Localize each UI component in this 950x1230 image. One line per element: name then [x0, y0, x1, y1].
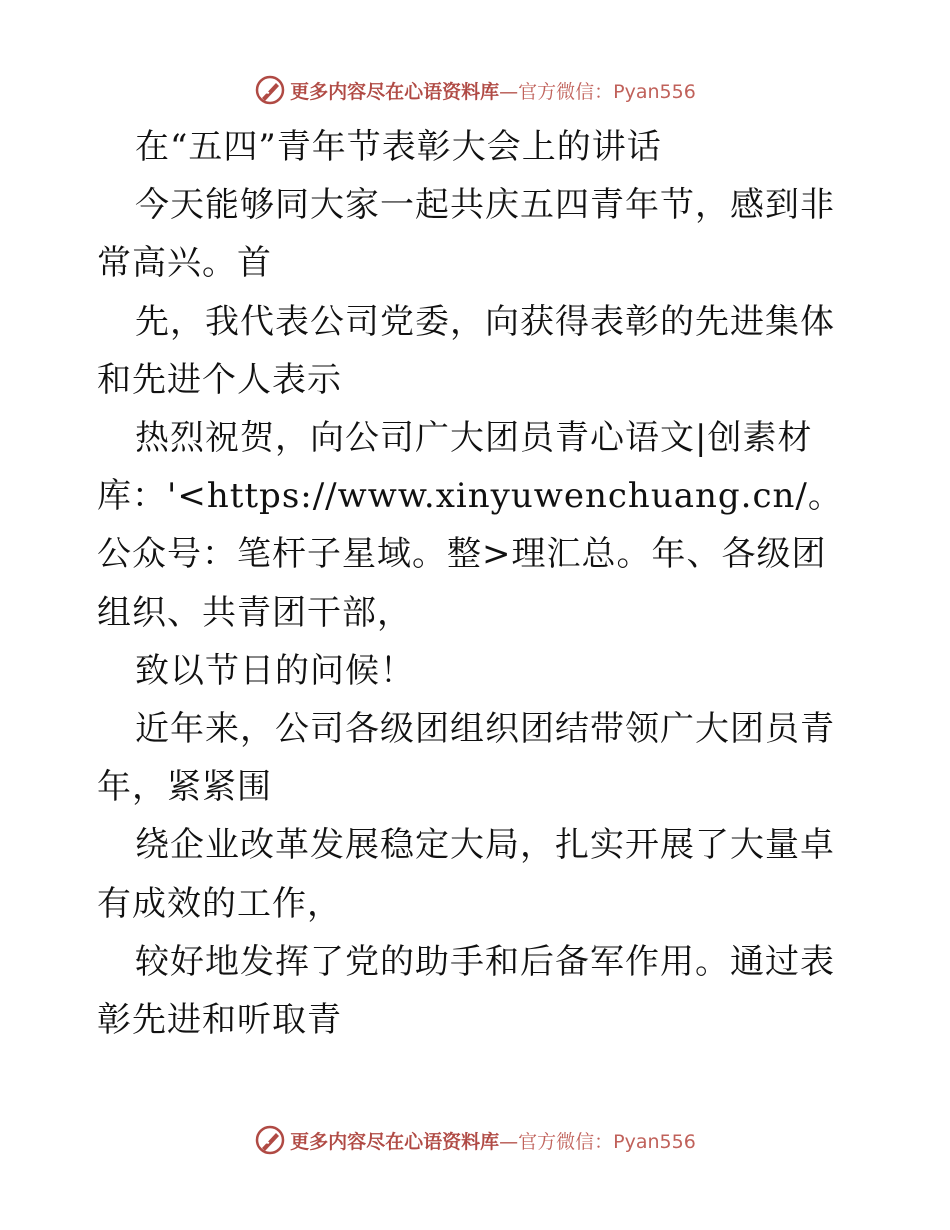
paragraph: 绕企业改革发展稳定大局，扎实开展了大量卓有成效的工作， — [97, 825, 835, 924]
watermark-dash: — — [499, 80, 519, 103]
document-title: 在“五四”青年节表彰大会上的讲话 — [135, 127, 662, 167]
header-watermark-banner — [0, 70, 950, 110]
paragraph: 热烈祝贺，向公司广大团员青心语文|创素材库：'<https://www.xinyuwenchuang.cn/。公众号：笔杆子星域。整>理汇总。年、各级团组织、共青团干部， — [97, 418, 843, 633]
watermark-main-text: 更多内容尽在心语资料库 — [290, 80, 500, 103]
pen-logo-icon — [254, 74, 286, 106]
pen-logo-icon — [254, 1124, 286, 1156]
watermark-main-text: 更多内容尽在心语资料库 — [290, 1130, 500, 1153]
watermark-wechat-text: 官方微信：Pyan556 — [518, 80, 696, 103]
watermark-text — [290, 1127, 696, 1154]
paragraph: 先，我代表公司党委，向获得表彰的先进集体和先进个人表示 — [97, 301, 835, 400]
watermark-dash: — — [499, 1130, 519, 1153]
watermark-text — [290, 77, 696, 104]
paragraph: 今天能够同大家一起共庆五四青年节，感到非常高兴。首 — [97, 185, 835, 284]
footer-watermark-banner — [0, 1120, 950, 1160]
paragraph: 较好地发挥了党的助手和后备军作用。通过表彰先进和听取青 — [97, 941, 835, 1041]
paragraph: 致以节日的问候！ — [135, 650, 415, 691]
watermark-wechat-text: 官方微信：Pyan556 — [518, 1130, 696, 1153]
paragraph: 近年来，公司各级团组织团结带领广大团员青年，紧紧围 — [97, 709, 835, 808]
document-body — [97, 118, 857, 1049]
